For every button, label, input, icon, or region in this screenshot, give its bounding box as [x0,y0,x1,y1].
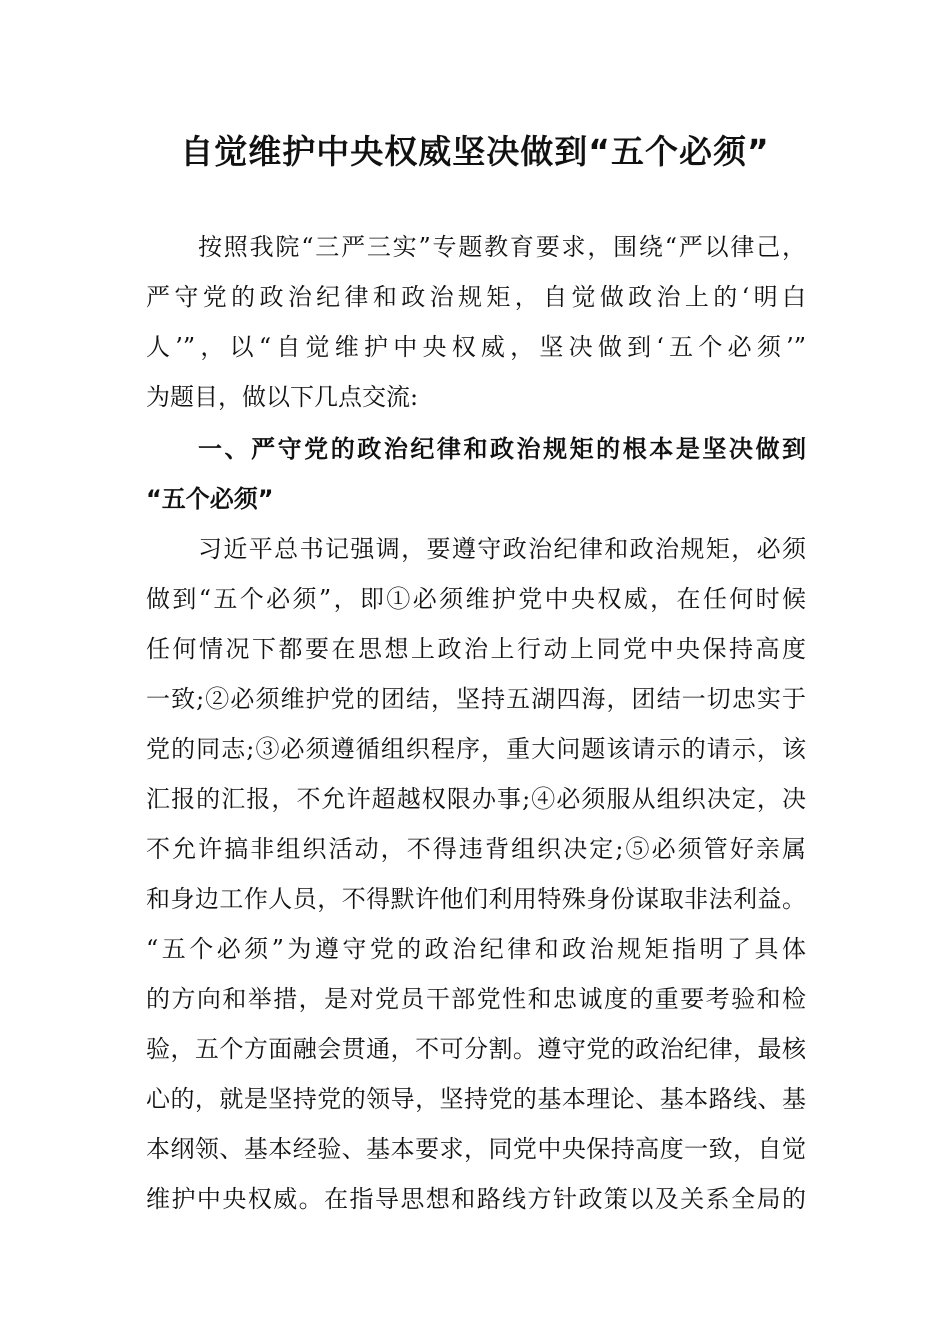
text-line: 做到“五个必须”，即①必须维护党中央权威，在任何时候 [146,585,806,613]
intro-paragraph [146,222,806,422]
text-line: 的方向和举措，是对党员干部党性和忠诚度的重要考验和检 [146,985,806,1013]
heading-line: 一、严守党的政治纪律和政治规矩的根本是坚决做到 [198,435,806,463]
text-line: 心的，就是坚持党的领导，坚持党的基本理论、基本路线、基 [146,1085,806,1113]
document-title: 自觉维护中央权威坚决做到“五个必须” [180,132,770,171]
text-line: 本纲领、基本经验、基本要求，同党中央保持高度一致，自觉 [146,1135,806,1163]
text-line: 严守党的政治纪律和政治规矩，自觉做政治上的‘明白 [146,283,806,311]
section-paragraph [146,524,806,1224]
text-line: “五个必须”为遵守党的政治纪律和政治规矩指明了具体 [146,935,806,963]
text-line: 验，五个方面融会贯通，不可分割。遵守党的政治纪律，最核 [146,1035,806,1063]
text-line: 一致;②必须维护党的团结，坚持五湖四海，团结一切忠实于 [146,685,806,713]
text-line: 人’”，以“自觉维护中央权威，坚决做到‘五个必须’” [146,333,806,361]
text-line: 习近平总书记强调，要遵守政治纪律和政治规矩，必须 [198,535,806,563]
text-line: 和身边工作人员，不得默许他们利用特殊身份谋取非法利益。 [146,885,806,913]
text-line: 任何情况下都要在思想上政治上行动上同党中央保持高度 [146,635,806,663]
text-line: 为题目，做以下几点交流: [146,383,419,411]
text-line: 按照我院“三严三实”专题教育要求，围绕“严以律己， [198,233,806,261]
text-line: 党的同志;③必须遵循组织程序，重大问题该请示的请示，该 [146,735,806,763]
text-line: 汇报的汇报，不允许超越权限办事;④必须服从组织决定，决 [146,785,806,813]
heading-line: “五个必须” [146,485,274,513]
section-heading [146,424,806,524]
text-line: 维护中央权威。在指导思想和路线方针政策以及关系全局的 [146,1185,806,1213]
text-line: 不允许搞非组织活动，不得违背组织决定;⑤必须管好亲属 [146,835,806,863]
